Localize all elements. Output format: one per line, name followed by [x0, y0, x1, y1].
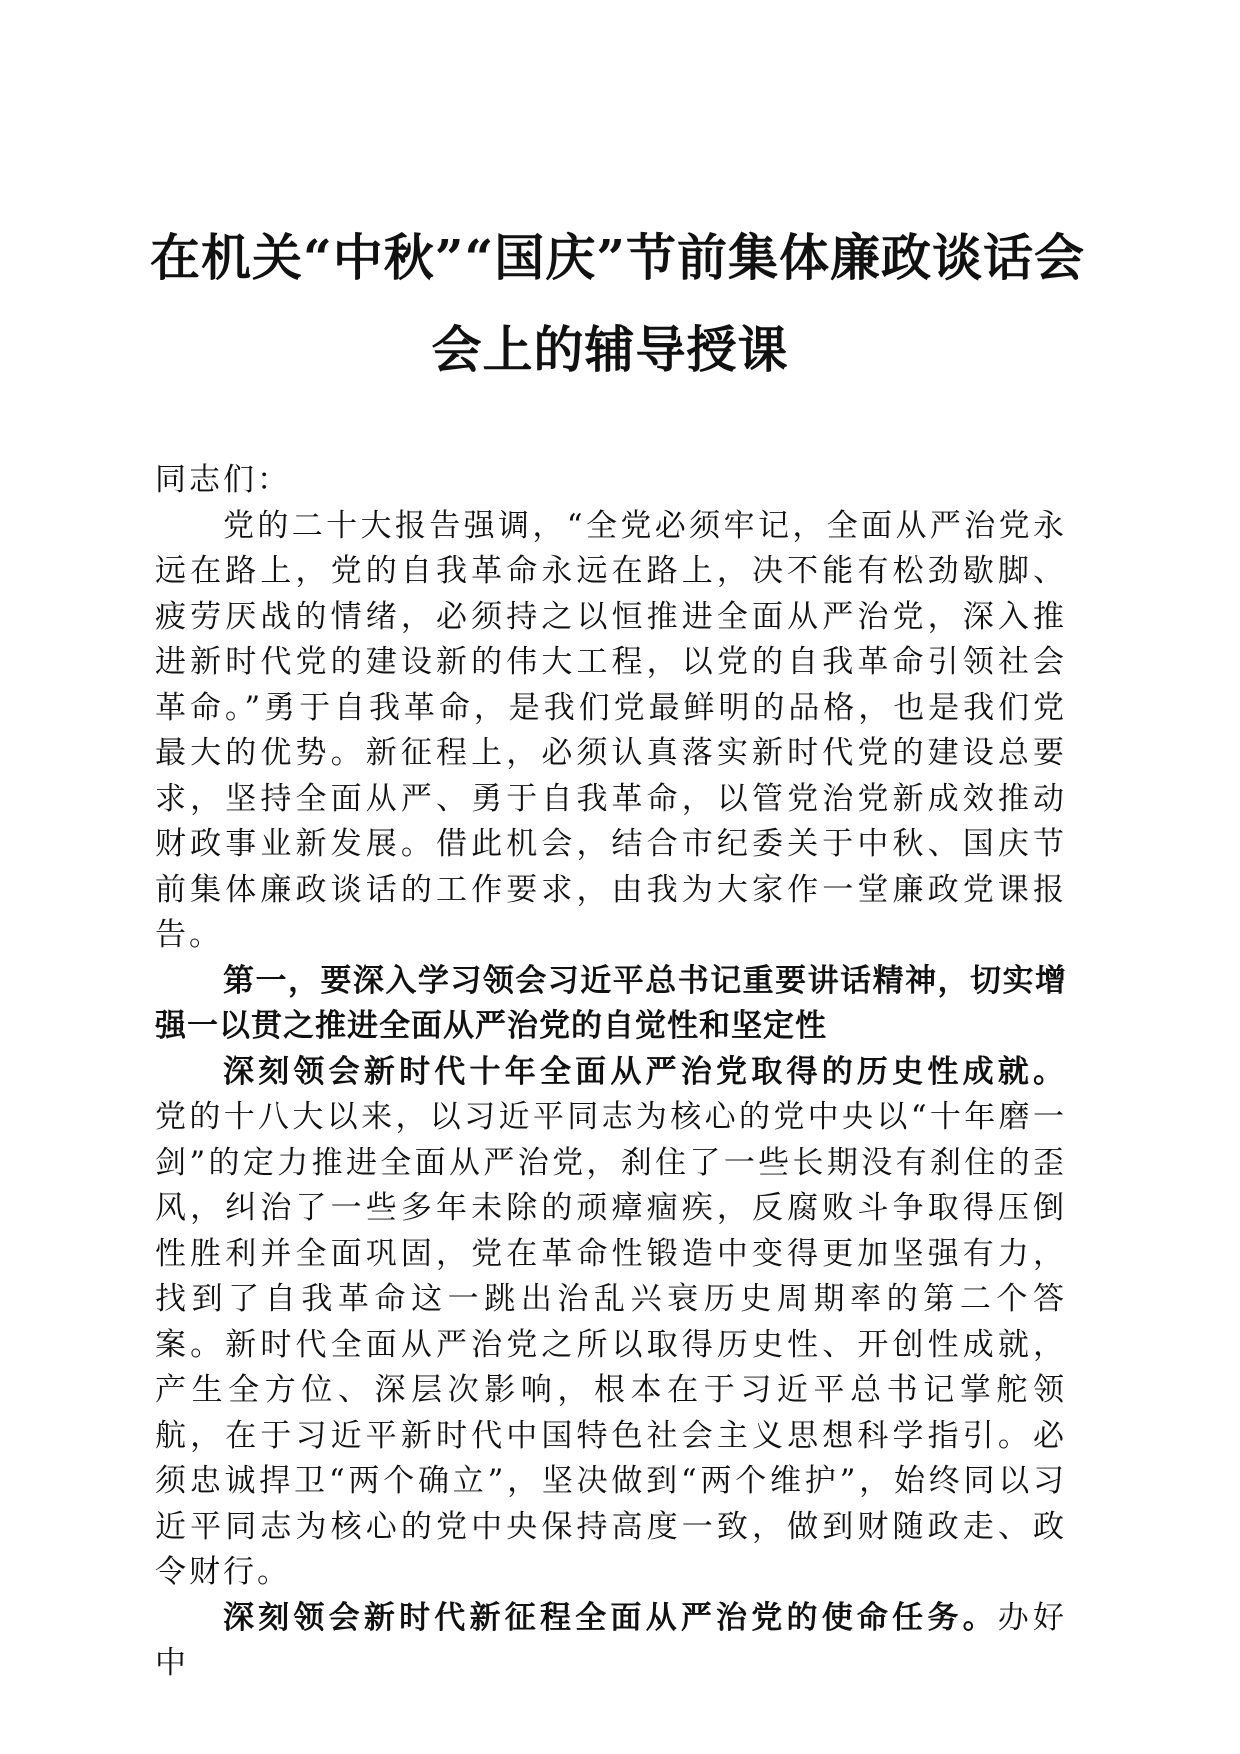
- paragraph-3: [155, 1596, 1067, 1687]
- section-1-heading: 第一，要深入学习领会习近平总书记重要讲话精神，切实增强一以贯之推进全面从严治党的自觉性和坚定性: [155, 962, 1067, 1044]
- salutation: 同志们：: [155, 462, 291, 498]
- document-title-line-1: 在机关“中秋”“国庆”节前集体廉政谈话会: [150, 228, 1086, 287]
- paragraph-3-lead: 深刻领会新时代新征程全面从严治党的使命任务。: [223, 1599, 998, 1636]
- paragraph-2-body: 党的十八大以来，以习近平同志为核心的党中央以“十年磨一剑”的定力推进全面从严治党，刹住了一些长期没有刹住的歪风，纠治了一些多年未除的顽瘴痼疾，反腐败斗争取得压倒性胜利并全面巩固，党在革命性锻造中变得更加坚强有力，找到了自我革命这一跳出治乱兴衰历史周期率的第二个答案。新时代全面从严治党之所以取得历史性、开创性成就，产生全方位、深层次影响，根本在于习近平总书记掌舵领航，在于习近平新时代中国特色社会主义思想科学指引。必须忠诚捍卫“两个确立”，坚决做到“两个维护”，始终同以习近平同志为核心的党中央保持高度一致，做到财随政走、政令财行。: [155, 1099, 1067, 1590]
- intro-paragraph: 党的二十大报告强调，“全党必须牢记，全面从严治党永远在路上，党的自我革命永远在路上，决不能有松劲歇脚、疲劳厌战的情绪，必须持之以恒推进全面从严治党，深入推进新时代党的建设新的伟大工程，以党的自我革命引领社会革命。”勇于自我革命，是我们党最鲜明的品格，也是我们党最大的优势。新征程上，必须认真落实新时代党的建设总要求，坚持全面从严、勇于自我革命，以管党治党新成效推动财政事业新发展。借此机会，结合市纪委关于中秋、国庆节前集体廉政谈话的工作要求，由我为大家作一堂廉政党课报告。: [155, 507, 1067, 953]
- paragraph-2-lead: 深刻领会新时代十年全面从严治党取得的历史性成就。: [223, 1053, 1067, 1090]
- paragraph-3-body: 办好中: [155, 1599, 1067, 1681]
- paragraph-2: [155, 1050, 1067, 1596]
- document-title-line-2: 会上的辅导授课: [431, 320, 789, 379]
- document-body: [155, 458, 1067, 1687]
